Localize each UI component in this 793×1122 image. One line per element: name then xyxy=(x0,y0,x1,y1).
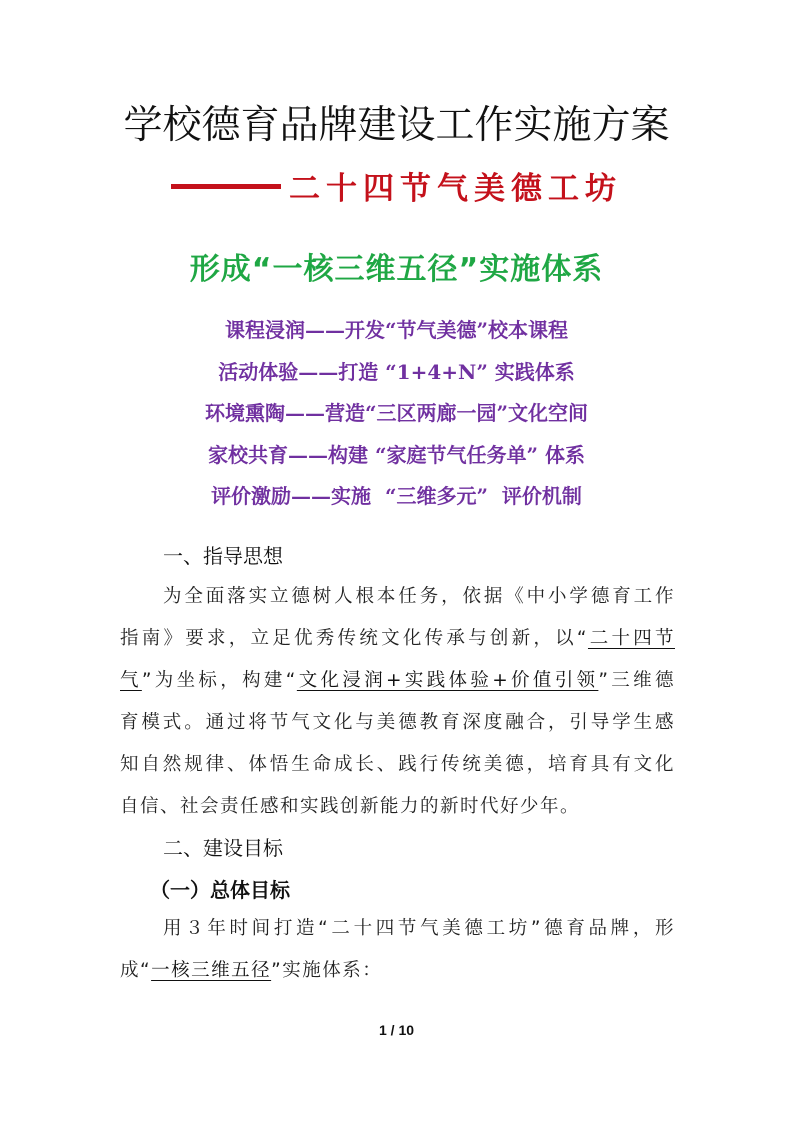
paragraph-line xyxy=(120,624,675,654)
document-subtitle xyxy=(0,168,793,210)
page-number: 1 / 10 xyxy=(378,1022,415,1038)
pillar-item: 课程浸润——开发“节气美德”校本课程 xyxy=(224,318,568,342)
paragraph-line xyxy=(120,792,675,822)
pillar-item: 家校共育——构建 “家庭节气任务单” 体系 xyxy=(208,442,585,467)
underlined-text: 二十四节 xyxy=(587,628,675,649)
text-run: ”为坐标，构建“ xyxy=(141,670,297,691)
section-heading-goals: 二、建设目标 xyxy=(163,836,283,860)
subtitle-text: 二十四节气美德工坊 xyxy=(289,171,622,207)
text-run: ”三维德 xyxy=(598,670,675,691)
text-run: ”实施体系： xyxy=(271,960,383,981)
underlined-text: 一核三维五径 xyxy=(151,960,272,981)
paragraph-line xyxy=(163,582,675,612)
section-heading-guiding-ideology: 一、指导思想 xyxy=(163,544,283,568)
underlined-text: 文化浸润+实践体验+价值引领 xyxy=(296,670,599,691)
text-run: 自信、社会责任感和实践创新能力的新时代好少年。 xyxy=(120,796,581,817)
document-title: 学校德育品牌建设工作实施方案 xyxy=(123,103,670,148)
underlined-text: 气 xyxy=(120,670,142,691)
text-run: 育模式。通过将节气文化与美德教育深度融合，引导学生感 xyxy=(120,712,675,733)
text-run: 用３年时间打造“二十四节气美德工坊”德育品牌，形 xyxy=(163,918,675,939)
paragraph-line xyxy=(120,708,675,738)
paragraph-line xyxy=(120,666,675,696)
pillar-item: 活动体验——打造 “1+4+N” 实践体系 xyxy=(218,359,575,384)
pillar-list xyxy=(0,310,793,518)
paragraph-line xyxy=(163,914,675,944)
text-run: 指南》要求，立足优秀传统文化传承与创新，以“ xyxy=(120,628,588,649)
pillar-item: 环境熏陶——营造“三区两廊一园”文化空间 xyxy=(204,401,588,425)
text-run: 知自然规律、体悟生命成长、践行传统美德，培育具有文化 xyxy=(120,754,675,775)
subtitle-dash xyxy=(171,184,281,189)
subsection-heading-overall-goal: （一）总体目标 xyxy=(150,878,290,902)
pillar-item: 评价激励——实施 “三维多元” 评价机制 xyxy=(211,484,582,508)
paragraph-line xyxy=(120,956,675,986)
text-run: 为全面落实立德树人根本任务，依据《中小学德育工作 xyxy=(163,586,675,607)
system-heading: 形成“一核三维五径”实施体系 xyxy=(189,252,604,287)
text-run: 成“ xyxy=(120,960,152,981)
paragraph-line xyxy=(120,750,675,780)
